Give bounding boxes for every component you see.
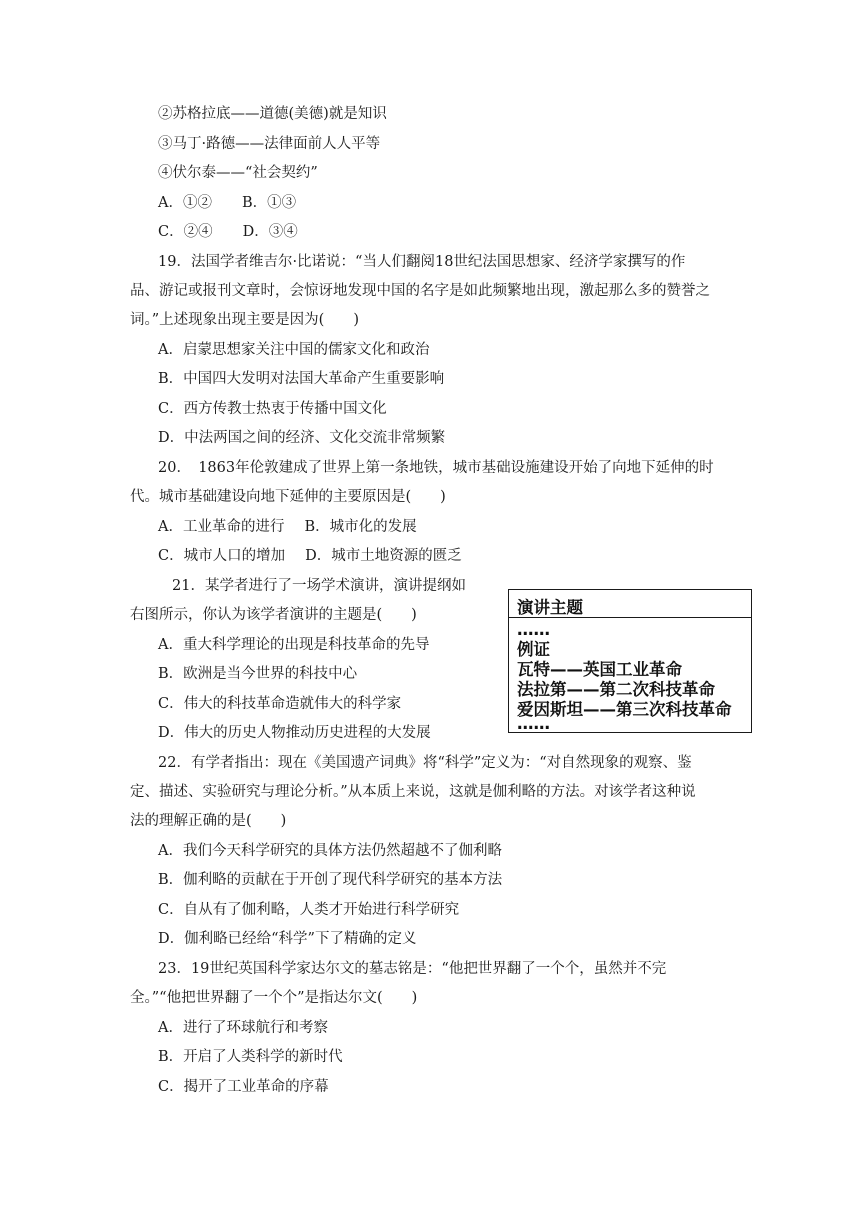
q22-option-b: B．伽利略的贡献在于开创了现代科学研究的基本方法 — [158, 872, 503, 888]
q23-stem-line1: 23．19世纪英国科学家达尔文的墓志铭是：“他把世界翻了一个个，虽然并不完 — [158, 961, 667, 977]
speech-outline-row-watt: 瓦特——英国工业革命 — [517, 660, 682, 679]
q22-stem-line1: 22．有学者指出：现在《美国遗产词典》将“科学”定义为：“对自然现象的观察、鉴 — [158, 755, 692, 771]
speech-outline-example-label: 例证 — [517, 640, 550, 659]
q18-option-c: C．②④ — [158, 224, 213, 240]
q18-options-row2 — [158, 222, 298, 242]
q21-stem-line1: 21．某学者进行了一场学术演讲，演讲提纲如 — [172, 578, 466, 594]
q18-option-d: D．③④ — [242, 224, 298, 240]
q18-item-2: ②苏格拉底——道德(美德)就是知识 — [158, 106, 387, 122]
q23-option-b: B．开启了人类科学的新时代 — [158, 1049, 343, 1065]
speech-outline-box — [508, 589, 752, 733]
q22-option-a: A．我们今天科学研究的具体方法仍然超越不了伽利略 — [158, 843, 502, 859]
q20-options-row2 — [158, 546, 462, 566]
q21-stem-line2: 右图所示，你认为该学者演讲的主题是( ) — [130, 607, 417, 623]
q19-stem-line1: 19．法国学者维吉尔·比诺说：“当人们翻阅18世纪法国思想家、经济学家撰写的作 — [158, 254, 686, 270]
q18-option-b: B．①③ — [241, 195, 297, 211]
speech-outline-row-einstein: 爱因斯坦——第三次科技革命 — [517, 700, 732, 719]
q20-stem-line2: 代。城市基础建设向地下延伸的主要原因是( ) — [130, 489, 446, 505]
q22-option-c: C．自从有了伽利略，人类才开始进行科学研究 — [158, 902, 460, 918]
q21-option-a: A．重大科学理论的出现是科技革命的先导 — [158, 637, 430, 653]
q19-option-c: C．西方传教士热衷于传播中国文化 — [158, 401, 387, 417]
q19-option-d: D．中法两国之间的经济、文化交流非常频繁 — [158, 430, 446, 446]
q20-option-c: C．城市人口的增加 — [158, 548, 286, 564]
speech-outline-row-faraday: 法拉第——第二次科技革命 — [517, 680, 715, 699]
q22-stem-line2: 定、描述、实验研究与理论分析。”从本质上来说，这就是伽利略的方法。对该学者这种说 — [130, 784, 696, 800]
q21-option-c: C．伟大的科技革命造就伟大的科学家 — [158, 696, 402, 712]
q19-stem-line3: 词。”上述现象出现主要是因为( ) — [130, 312, 359, 328]
q23-option-c: C．揭开了工业革命的序幕 — [158, 1079, 329, 1095]
speech-outline-title: 演讲主题 — [517, 598, 583, 617]
q23-stem-line2: 全。”“他把世界翻了一个个”是指达尔文( ) — [130, 990, 418, 1006]
q19-stem-line2: 品、游记或报刊文章时，会惊讶地发现中国的名字是如此频繁地出现，激起那么多的赞誉之 — [130, 283, 710, 299]
q18-options-row1 — [158, 193, 296, 213]
q20-option-a: A．工业革命的进行 — [158, 519, 285, 535]
speech-outline-divider — [509, 617, 751, 618]
q20-stem-line1: 20． 1863年伦敦建成了世界上第一条地铁，城市基础设施建设开始了向地下延伸的时 — [158, 460, 714, 476]
speech-outline-ellipsis-top: …… — [517, 620, 550, 639]
q20-option-b: B．城市化的发展 — [304, 519, 417, 535]
q18-option-a: A．①② — [158, 195, 212, 211]
q21-option-b: B．欧洲是当今世界的科技中心 — [158, 666, 358, 682]
q18-item-4: ④伏尔泰——“社会契约” — [158, 165, 318, 181]
speech-outline-ellipsis-bottom: …… — [517, 714, 550, 733]
q22-option-d: D．伽利略已经给“科学”下了精确的定义 — [158, 931, 417, 947]
q23-option-a: A．进行了环球航行和考察 — [158, 1020, 328, 1036]
q20-options-row1 — [158, 517, 417, 537]
q18-item-3: ③马丁·路德——法律面前人人平等 — [158, 136, 381, 152]
q21-option-d: D．伟大的历史人物推动历史进程的大发展 — [158, 725, 431, 741]
q22-stem-line3: 法的理解正确的是( ) — [130, 813, 287, 829]
q19-option-a: A．启蒙思想家关注中国的儒家文化和政治 — [158, 342, 430, 358]
q19-option-b: B．中国四大发明对法国大革命产生重要影响 — [158, 371, 445, 387]
q20-option-d: D．城市土地资源的匮乏 — [305, 548, 462, 564]
